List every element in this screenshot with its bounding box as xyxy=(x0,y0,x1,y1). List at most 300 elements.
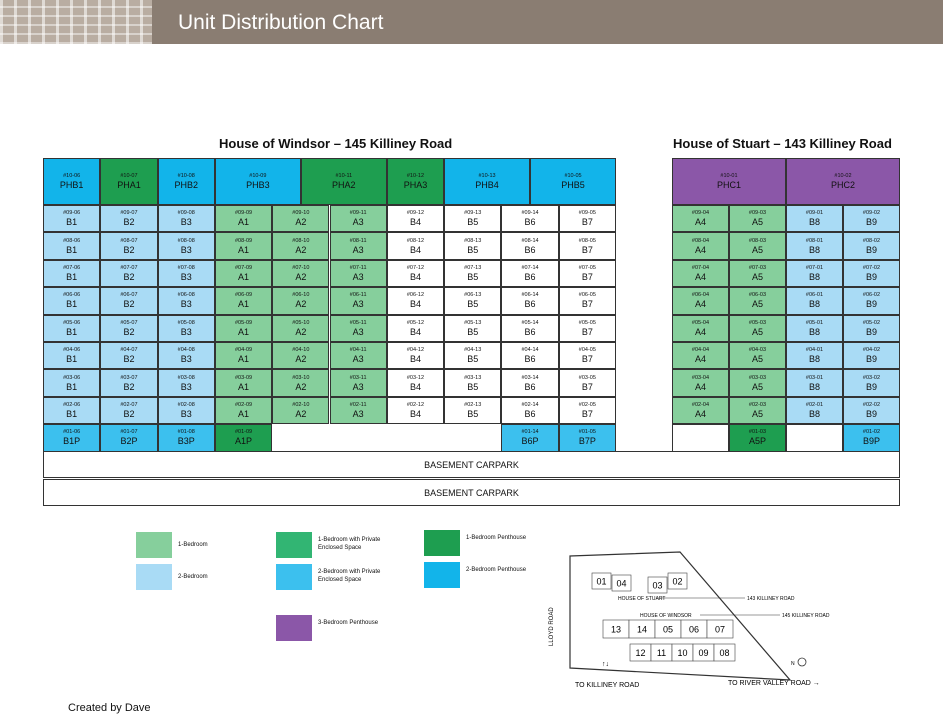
unit-number: #08-12 xyxy=(406,237,425,244)
unit-number: #08-14 xyxy=(521,237,539,244)
unit-02-04 xyxy=(672,397,729,424)
unit-09-14 xyxy=(501,205,558,232)
unit-number: #03-02 xyxy=(862,374,881,381)
unit-04-10 xyxy=(272,342,329,369)
legend-label: 1-Bedroom Penthouse xyxy=(466,535,527,541)
unit-type: B7 xyxy=(581,408,593,419)
unit-09-01 xyxy=(786,205,843,232)
unit-number: #08-06 xyxy=(63,237,81,244)
unit-number: #03-03 xyxy=(748,374,767,381)
unit-type: PHC1 xyxy=(716,180,741,190)
unit-b3p xyxy=(158,424,215,451)
unit-number: #05-10 xyxy=(292,319,310,326)
unit-number: #04-13 xyxy=(464,347,482,354)
unit-02-05 xyxy=(559,397,616,424)
unit-b1p xyxy=(43,424,100,451)
unit-type: B8 xyxy=(808,354,820,365)
unit-02-07 xyxy=(100,397,157,424)
unit-type: B8 xyxy=(808,326,820,337)
unit-number: #06-07 xyxy=(120,292,138,299)
unit-03-10 xyxy=(272,369,329,396)
unit-type: A5 xyxy=(751,244,763,255)
page-title: Unit Distribution Chart xyxy=(178,11,384,34)
unit-number: #04-04 xyxy=(691,347,710,354)
unit-07-13 xyxy=(444,260,501,287)
unit-phb4 xyxy=(444,158,530,205)
unit-06-10 xyxy=(272,287,329,314)
unit-number: #07-08 xyxy=(177,264,195,271)
unit-type: B9 xyxy=(865,299,877,310)
unit-09-09 xyxy=(215,205,272,232)
unit-09-08 xyxy=(158,205,215,232)
unit-number: #09-04 xyxy=(691,210,710,217)
unit-type: B5 xyxy=(467,326,479,337)
unit-type: A1 xyxy=(238,244,250,255)
unit-number: #04-02 xyxy=(862,347,881,354)
unit-number: #04-14 xyxy=(521,347,539,354)
unit-number: #08-08 xyxy=(177,237,195,244)
unit-type: B6P xyxy=(521,436,539,447)
map-unit-05: 05 xyxy=(662,624,674,635)
unit-type: A2 xyxy=(295,354,307,365)
unit-number: #01-14 xyxy=(521,429,539,436)
unit-08-10 xyxy=(272,232,329,259)
unit-number: #04-12 xyxy=(406,347,425,354)
unit-number: #10-12 xyxy=(406,173,425,179)
unit-type: B5 xyxy=(467,381,479,392)
unit-08-01 xyxy=(786,232,843,259)
basement-carpark-lower: BASEMENT CARPARK xyxy=(43,479,900,506)
unit-type: A5 xyxy=(751,217,763,228)
unit-05-10 xyxy=(272,315,329,342)
unit-number: #05-09 xyxy=(234,319,253,326)
unit-04-09 xyxy=(215,342,272,369)
unit-03-14 xyxy=(501,369,558,396)
unit-number: #01-02 xyxy=(862,429,881,436)
unit-number: #02-01 xyxy=(805,401,824,408)
ground-empty-unit xyxy=(786,424,843,451)
unit-type: B3 xyxy=(180,244,192,255)
unit-number: #07-12 xyxy=(406,264,425,271)
unit-number: #06-11 xyxy=(349,292,367,299)
unit-type: A3 xyxy=(352,354,364,365)
unit-05-03 xyxy=(729,315,786,342)
unit-type: B2 xyxy=(123,326,135,337)
unit-number: #07-03 xyxy=(748,264,767,271)
unit-08-09 xyxy=(215,232,272,259)
unit-number: #06-12 xyxy=(406,292,425,299)
unit-type: B1 xyxy=(66,271,78,282)
unit-type: B8 xyxy=(808,299,820,310)
unit-05-12 xyxy=(387,315,444,342)
unit-number: #06-01 xyxy=(805,292,824,299)
unit-number: #02-03 xyxy=(748,401,767,408)
unit-type: B8 xyxy=(808,408,820,419)
unit-type: B2 xyxy=(123,271,135,282)
unit-number: #08-13 xyxy=(464,237,482,244)
unit-number: #10-09 xyxy=(249,173,267,179)
unit-02-14 xyxy=(501,397,558,424)
unit-phc2 xyxy=(786,158,900,205)
unit-type: B6 xyxy=(524,326,536,337)
legend-label: 1-Bedroom with Private Enclosed Space xyxy=(318,537,381,551)
unit-type: B6 xyxy=(524,271,536,282)
unit-number: #09-06 xyxy=(63,210,81,217)
unit-number: #07-09 xyxy=(234,264,253,271)
legend-label: 1-Bedroom xyxy=(178,542,208,548)
unit-type: B2 xyxy=(123,299,135,310)
basement-carpark-upper: BASEMENT CARPARK xyxy=(43,451,900,478)
unit-type: B3 xyxy=(180,299,192,310)
unit-type: A2 xyxy=(295,244,307,255)
unit-type: A4 xyxy=(694,299,706,310)
map-unit-09: 09 xyxy=(698,648,709,658)
unit-number: #10-11 xyxy=(335,173,353,179)
unit-number: #08-01 xyxy=(805,237,824,244)
unit-04-08 xyxy=(158,342,215,369)
unit-type: A1 xyxy=(238,381,250,392)
unit-number: #04-05 xyxy=(578,347,596,354)
unit-type: A1P xyxy=(235,436,253,447)
map-unit-14: 14 xyxy=(636,624,648,635)
unit-02-02 xyxy=(843,397,900,424)
unit-number: #02-09 xyxy=(234,401,253,408)
unit-02-03 xyxy=(729,397,786,424)
unit-number: #10-13 xyxy=(478,173,496,179)
unit-number: #01-07 xyxy=(120,429,138,436)
unit-number: #09-01 xyxy=(805,210,824,217)
unit-type: A3 xyxy=(352,381,364,392)
unit-number: #02-10 xyxy=(292,401,310,408)
unit-number: #09-05 xyxy=(578,210,596,217)
unit-04-14 xyxy=(501,342,558,369)
unit-07-06 xyxy=(43,260,100,287)
unit-type: B5 xyxy=(467,354,479,365)
unit-03-09 xyxy=(215,369,272,396)
unit-number: #03-05 xyxy=(578,374,596,381)
unit-number: #03-09 xyxy=(234,374,253,381)
unit-number: #02-14 xyxy=(521,401,539,408)
unit-03-08 xyxy=(158,369,215,396)
unit-type: A1 xyxy=(238,299,250,310)
north-icon xyxy=(798,658,806,666)
unit-number: #10-02 xyxy=(834,173,852,179)
unit-type: B4 xyxy=(409,354,421,365)
unit-04-06 xyxy=(43,342,100,369)
unit-type: A4 xyxy=(694,217,706,228)
unit-04-02 xyxy=(843,342,900,369)
unit-number: #07-02 xyxy=(862,264,881,271)
unit-02-10 xyxy=(272,397,329,424)
unit-type: B6 xyxy=(524,299,536,310)
unit-type: B5 xyxy=(467,217,479,228)
unit-type: B4 xyxy=(409,271,421,282)
unit-number: #01-03 xyxy=(748,429,767,436)
unit-05-09 xyxy=(215,315,272,342)
legend-swatch-one-bedroom-pes xyxy=(276,532,312,558)
unit-number: #02-07 xyxy=(120,401,138,408)
unit-type: B1 xyxy=(66,326,78,337)
unit-type: B6 xyxy=(524,381,536,392)
unit-06-13 xyxy=(444,287,501,314)
unit-03-02 xyxy=(843,369,900,396)
map-unit-03: 03 xyxy=(652,580,663,591)
unit-number: #06-14 xyxy=(521,292,539,299)
unit-pha3 xyxy=(387,158,444,205)
unit-08-04 xyxy=(672,232,729,259)
unit-number: #03-08 xyxy=(177,374,195,381)
unit-09-07 xyxy=(100,205,157,232)
unit-number: #03-06 xyxy=(63,374,81,381)
map-to-killiney: TO KILLINEY ROAD xyxy=(575,682,640,689)
unit-08-14 xyxy=(501,232,558,259)
unit-number: #06-10 xyxy=(292,292,310,299)
unit-number: #07-11 xyxy=(349,264,367,271)
unit-09-11 xyxy=(330,205,387,232)
unit-type: B6 xyxy=(524,354,536,365)
unit-b9p xyxy=(843,424,900,451)
map-arrows: ↑↓ xyxy=(602,661,609,668)
unit-02-12 xyxy=(387,397,444,424)
unit-number: #05-01 xyxy=(805,319,824,326)
stuart-building xyxy=(592,573,687,593)
unit-05-14 xyxy=(501,315,558,342)
credit: Created by Dave xyxy=(68,702,151,714)
unit-06-04 xyxy=(672,287,729,314)
unit-type: B7 xyxy=(581,381,593,392)
unit-08-08 xyxy=(158,232,215,259)
unit-type: B8 xyxy=(808,381,820,392)
unit-number: #08-04 xyxy=(691,237,710,244)
unit-type: A2 xyxy=(295,408,307,419)
unit-09-02 xyxy=(843,205,900,232)
unit-type: PHA3 xyxy=(403,180,428,190)
unit-number: #08-09 xyxy=(234,237,253,244)
map-house-of-windsor: HOUSE OF WINDSOR xyxy=(640,613,692,619)
unit-type: B7 xyxy=(581,326,593,337)
unit-number: #05-07 xyxy=(120,319,138,326)
unit-number: #03-13 xyxy=(464,374,482,381)
unit-05-01 xyxy=(786,315,843,342)
unit-06-03 xyxy=(729,287,786,314)
unit-type: B3 xyxy=(180,217,192,228)
unit-type: PHB3 xyxy=(246,180,270,190)
map-unit-01: 01 xyxy=(596,576,607,587)
unit-number: #04-06 xyxy=(63,347,81,354)
unit-type: B9 xyxy=(865,244,877,255)
unit-number: #09-10 xyxy=(292,210,310,217)
unit-type: A1 xyxy=(238,271,250,282)
unit-type: A1 xyxy=(238,326,250,337)
unit-number: #02-12 xyxy=(406,401,425,408)
unit-phb2 xyxy=(158,158,215,205)
unit-number: #06-06 xyxy=(63,292,81,299)
unit-type: B6 xyxy=(524,408,536,419)
unit-type: B3 xyxy=(180,354,192,365)
unit-type: A3 xyxy=(352,244,364,255)
unit-type: B2 xyxy=(123,244,135,255)
unit-number: #07-06 xyxy=(63,264,81,271)
unit-type: A3 xyxy=(352,408,364,419)
unit-type: B3 xyxy=(180,408,192,419)
unit-number: #06-09 xyxy=(234,292,253,299)
unit-number: #06-05 xyxy=(578,292,596,299)
unit-type: B2P xyxy=(120,436,138,447)
unit-type: PHB1 xyxy=(59,180,84,190)
windsor-building xyxy=(603,620,735,661)
unit-type: A5 xyxy=(751,381,763,392)
unit-type: A4 xyxy=(694,326,706,337)
unit-07-05 xyxy=(559,260,616,287)
unit-06-01 xyxy=(786,287,843,314)
unit-05-13 xyxy=(444,315,501,342)
unit-type: B2 xyxy=(123,217,135,228)
unit-number: #08-11 xyxy=(349,237,367,244)
unit-number: #03-07 xyxy=(120,374,138,381)
unit-type: B7 xyxy=(581,217,593,228)
unit-type: PHB2 xyxy=(174,180,198,190)
unit-type: B1 xyxy=(66,354,78,365)
ground-empty-unit xyxy=(672,424,729,451)
unit-03-07 xyxy=(100,369,157,396)
unit-number: #09-11 xyxy=(349,210,367,217)
unit-number: #04-09 xyxy=(234,347,253,354)
unit-number: #08-05 xyxy=(578,237,596,244)
unit-02-13 xyxy=(444,397,501,424)
unit-02-06 xyxy=(43,397,100,424)
unit-09-10 xyxy=(272,205,329,232)
unit-08-12 xyxy=(387,232,444,259)
stuart-block-title: House of Stuart – 143 Killiney Road xyxy=(673,136,892,151)
unit-number: #09-09 xyxy=(234,210,253,217)
unit-07-01 xyxy=(786,260,843,287)
legend-swatch-two-bedroom xyxy=(136,564,172,590)
unit-number: #09-14 xyxy=(521,210,539,217)
unit-number: #02-06 xyxy=(63,401,81,408)
unit-03-05 xyxy=(559,369,616,396)
unit-number: #10-05 xyxy=(564,173,582,179)
unit-04-05 xyxy=(559,342,616,369)
unit-type: B1P xyxy=(63,436,81,447)
unit-type: B1 xyxy=(66,381,78,392)
unit-number: #06-13 xyxy=(464,292,482,299)
map-house-of-stuart: HOUSE OF STUART xyxy=(618,596,666,602)
unit-type: B3 xyxy=(180,326,192,337)
unit-07-11 xyxy=(330,260,387,287)
unit-06-07 xyxy=(100,287,157,314)
unit-number: #04-11 xyxy=(349,347,367,354)
unit-type: A1 xyxy=(238,217,250,228)
map-unit-08: 08 xyxy=(719,648,730,658)
unit-type: B6 xyxy=(524,244,536,255)
unit-02-11 xyxy=(330,397,387,424)
unit-number: #01-06 xyxy=(63,429,81,436)
windsor-block-title: House of Windsor – 145 Killiney Road xyxy=(219,136,453,151)
unit-number: #02-11 xyxy=(349,401,367,408)
unit-type: PHB5 xyxy=(561,180,585,190)
unit-type: B7 xyxy=(581,271,593,282)
unit-type: B4 xyxy=(409,299,421,310)
map-stuart-address: 143 KILLINEY ROAD xyxy=(747,596,795,602)
unit-number: #02-04 xyxy=(691,401,710,408)
unit-number: #10-08 xyxy=(177,173,195,179)
unit-number: #10-07 xyxy=(120,173,138,179)
unit-type: B5 xyxy=(467,299,479,310)
unit-02-01 xyxy=(786,397,843,424)
unit-03-04 xyxy=(672,369,729,396)
unit-number: #04-10 xyxy=(292,347,310,354)
legend-label: 2-Bedroom Penthouse xyxy=(466,567,527,573)
legend-swatch-one-bedroom xyxy=(136,532,172,558)
unit-number: #09-02 xyxy=(862,210,881,217)
unit-06-02 xyxy=(843,287,900,314)
map-unit-02: 02 xyxy=(672,576,683,587)
unit-number: #05-12 xyxy=(406,319,425,326)
unit-number: #08-07 xyxy=(120,237,138,244)
unit-09-03 xyxy=(729,205,786,232)
unit-type: A3 xyxy=(352,217,364,228)
unit-number: #03-14 xyxy=(521,374,539,381)
unit-type: B7P xyxy=(578,436,596,447)
unit-number: #03-04 xyxy=(691,374,710,381)
unit-03-06 xyxy=(43,369,100,396)
unit-number: #02-02 xyxy=(862,401,881,408)
unit-number: #06-02 xyxy=(862,292,881,299)
unit-04-12 xyxy=(387,342,444,369)
unit-04-11 xyxy=(330,342,387,369)
unit-06-09 xyxy=(215,287,272,314)
unit-07-14 xyxy=(501,260,558,287)
unit-07-12 xyxy=(387,260,444,287)
unit-number: #08-10 xyxy=(292,237,310,244)
unit-05-05 xyxy=(559,315,616,342)
unit-03-11 xyxy=(330,369,387,396)
unit-type: B4 xyxy=(409,244,421,255)
legend-label: 2-Bedroom with Private Enclosed Space xyxy=(318,569,381,583)
unit-type: A2 xyxy=(295,271,307,282)
unit-type: A3 xyxy=(352,271,364,282)
map-windsor-address: 145 KILLINEY ROAD xyxy=(782,613,830,619)
unit-09-13 xyxy=(444,205,501,232)
unit-type: A3 xyxy=(352,326,364,337)
unit-type: B9 xyxy=(865,381,877,392)
unit-type: B5 xyxy=(467,244,479,255)
unit-07-10 xyxy=(272,260,329,287)
unit-02-09 xyxy=(215,397,272,424)
unit-type: PHB4 xyxy=(475,180,499,190)
unit-number: #04-08 xyxy=(177,347,195,354)
unit-type: B3 xyxy=(180,271,192,282)
unit-type: A2 xyxy=(295,217,307,228)
site-map xyxy=(540,548,850,698)
unit-type: A4 xyxy=(694,271,706,282)
unit-type: A4 xyxy=(694,354,706,365)
unit-number: #04-01 xyxy=(805,347,824,354)
unit-type: PHC2 xyxy=(830,180,855,190)
legend-swatch-three-bedroom-penthouse xyxy=(276,615,312,641)
unit-number: #08-02 xyxy=(862,237,881,244)
unit-type: B8 xyxy=(808,271,820,282)
unit-type: A2 xyxy=(295,326,307,337)
unit-05-06 xyxy=(43,315,100,342)
unit-type: B9 xyxy=(865,217,877,228)
unit-type: B1 xyxy=(66,244,78,255)
map-unit-10: 10 xyxy=(677,648,688,658)
unit-type: PHA2 xyxy=(332,180,356,190)
unit-number: #01-08 xyxy=(177,429,195,436)
unit-06-06 xyxy=(43,287,100,314)
unit-type: B8 xyxy=(808,244,820,255)
